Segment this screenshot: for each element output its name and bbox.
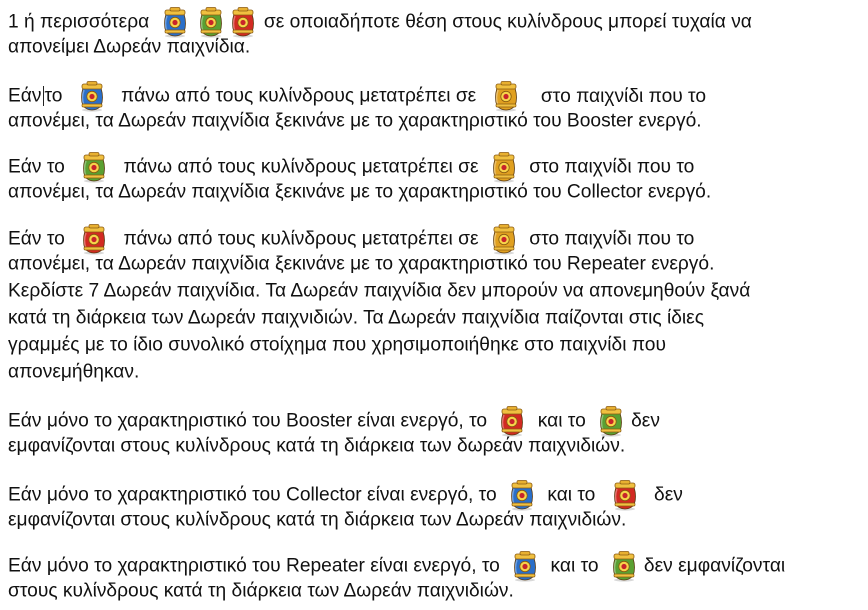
text: Κερδίστε 7 Δωρεάν παιχνίδια. Τα Δωρεάν παιχνίδια δεν μπορούν να απονεμηθούν ξανά [8, 280, 751, 302]
text: κατά τη διάρκεια των Δωρεάν παιχνιδιών. Τα Δωρεάν παιχνίδια παίζονται στις ίδιες [8, 307, 704, 329]
text: Εάν μόνο το χαρακτηριστικό του Repeater είναι ενεργό, το [8, 555, 500, 577]
text: πάνω από τους κυλίνδρους μετατρέπει σε [123, 228, 479, 250]
text: απονεμήθηκαν. [8, 361, 140, 383]
text: Εάν μόνο το χαρακτηριστικό του Collector είναι ενεργό, το [8, 484, 497, 506]
text: εμφανίζονται στους κυλίνδρους κατά τη διάρκεια των Δωρεάν παιχνιδιών. [8, 509, 627, 531]
text: απονείμει Δωρεάν παιχνίδια. [8, 36, 251, 58]
text: το [44, 85, 63, 107]
text-cursor [43, 86, 44, 106]
paragraph-repeater-only [8, 550, 785, 604]
text: 1 ή περισσότερα [8, 11, 150, 33]
text: πάνω από τους κυλίνδρους μετατρέπει σε [123, 156, 479, 178]
paragraph-booster-only [8, 405, 660, 459]
text: εμφανίζονται στους κυλίνδρους κατά τη διάρκεια των δωρεάν παιχνιδιών. [8, 435, 626, 457]
paragraph-repeater [8, 223, 750, 385]
text: γραμμές με το ίδιο συνολικό στοίχημα που χρησιμοποιήθηκε στο παιχνίδι που [8, 334, 666, 356]
text: απονέμει, τα Δωρεάν παιχνίδια ξεκινάνε με το χαρακτηριστικό του Booster ενεργό. [8, 110, 702, 132]
text: Εάν μόνο το χαρακτηριστικό του Booster είναι ενεργό, το [8, 410, 488, 432]
paragraph-booster [8, 80, 706, 134]
text: Εάν το [8, 228, 65, 250]
text: Εάν [8, 85, 42, 107]
text: στο παιχνίδι που το [529, 156, 695, 178]
text: δεν [654, 484, 683, 506]
text: στους κυλίνδρους κατά τη διάρκεια των Δωρεάν παιχνιδιών. [8, 580, 514, 602]
paragraph-collector-only [8, 479, 683, 533]
paragraph-free-games-trigger [8, 6, 752, 60]
text: και το [537, 410, 586, 432]
text: στο παιχνίδι που το [540, 85, 707, 107]
paragraph-collector [8, 151, 711, 205]
text: και το [550, 555, 599, 577]
text: και το [547, 484, 596, 506]
text: πάνω από τους κυλίνδρους μετατρέπει σε [121, 85, 477, 107]
text: σε οποιαδήποτε θέση στους κυλίνδρους μπορεί τυχαία να [263, 11, 752, 33]
text: Εάν το [8, 156, 65, 178]
text: απονέμει, τα Δωρεάν παιχνίδια ξεκινάνε με το χαρακτηριστικό του Repeater ενεργό. [8, 253, 715, 275]
text: στο παιχνίδι που το [529, 228, 695, 250]
text: δεν εμφανίζονται [643, 555, 786, 577]
text: απονέμει, τα Δωρεάν παιχνίδια ξεκινάνε με το χαρακτηριστικό του Collector ενεργό. [8, 181, 712, 203]
text: δεν [631, 410, 660, 432]
